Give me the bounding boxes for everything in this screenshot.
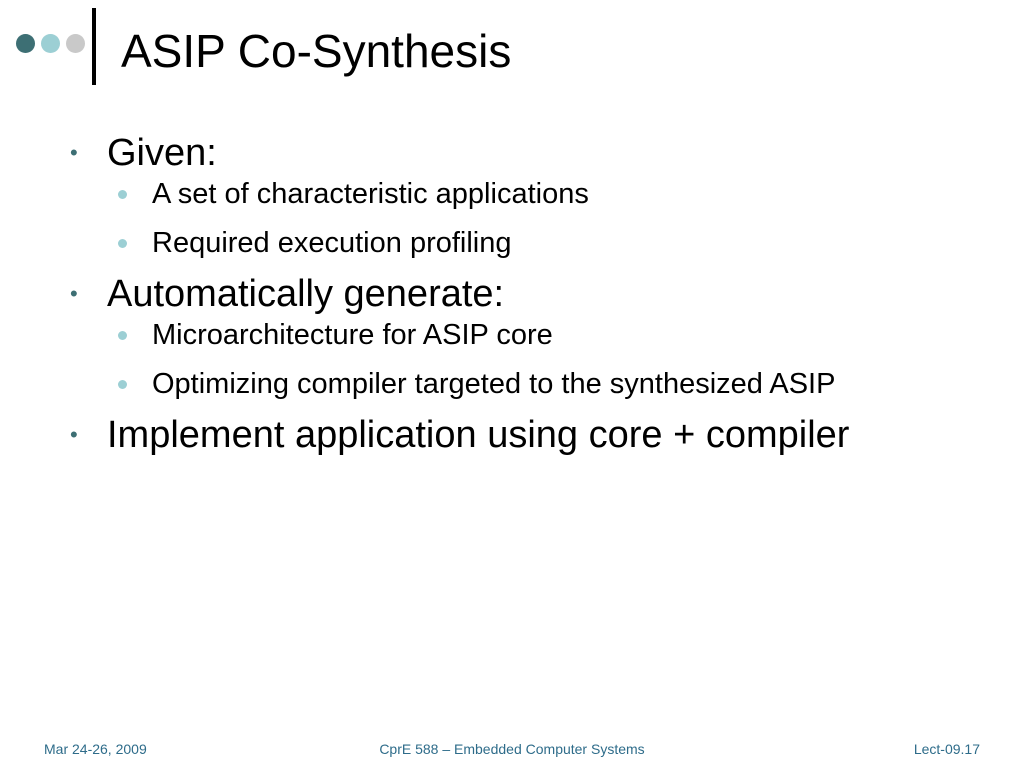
sub-bullet-text: Optimizing compiler targeted to the synthesized ASIP <box>152 368 836 400</box>
sub-bullet-icon <box>118 239 127 248</box>
title-divider-bar <box>92 8 96 85</box>
sub-bullet-icon <box>118 331 127 340</box>
sub-bullet <box>0 225 1024 261</box>
sub-bullet-text: A set of characteristic applications <box>152 178 589 210</box>
sub-bullet-text: Microarchitecture for ASIP core <box>152 319 553 351</box>
sub-bullet-text: Required execution profiling <box>152 227 512 259</box>
bullet-text: Implement application using core + compiler <box>107 414 850 456</box>
bullet-text: Given: <box>107 132 217 174</box>
slide-title: ASIP Co-Synthesis <box>121 25 512 77</box>
bullet-icon: • <box>70 281 78 306</box>
dot-dark-icon <box>16 34 35 53</box>
footer-course: CprE 588 – Embedded Computer Systems <box>379 741 645 757</box>
bullet-icon: • <box>70 422 78 447</box>
sub-bullet-icon <box>118 380 127 389</box>
bullet-automatically-generate <box>0 271 1024 317</box>
dot-gray-icon <box>66 34 85 53</box>
footer-date: Mar 24-26, 2009 <box>44 741 147 757</box>
footer-lecture-number: Lect-09.17 <box>913 741 980 757</box>
slide-content <box>0 130 1024 458</box>
bullet-text: Automatically generate: <box>107 273 505 315</box>
header-dots-decoration <box>16 34 88 54</box>
dot-light-icon <box>41 34 60 53</box>
sub-bullet <box>0 176 1024 212</box>
bullet-implement-application <box>0 412 1024 458</box>
sub-bullet <box>0 317 1024 353</box>
sub-bullet <box>0 366 1024 402</box>
bullet-icon: • <box>70 140 78 165</box>
sub-bullet-icon <box>118 190 127 199</box>
bullet-given <box>0 130 1024 176</box>
